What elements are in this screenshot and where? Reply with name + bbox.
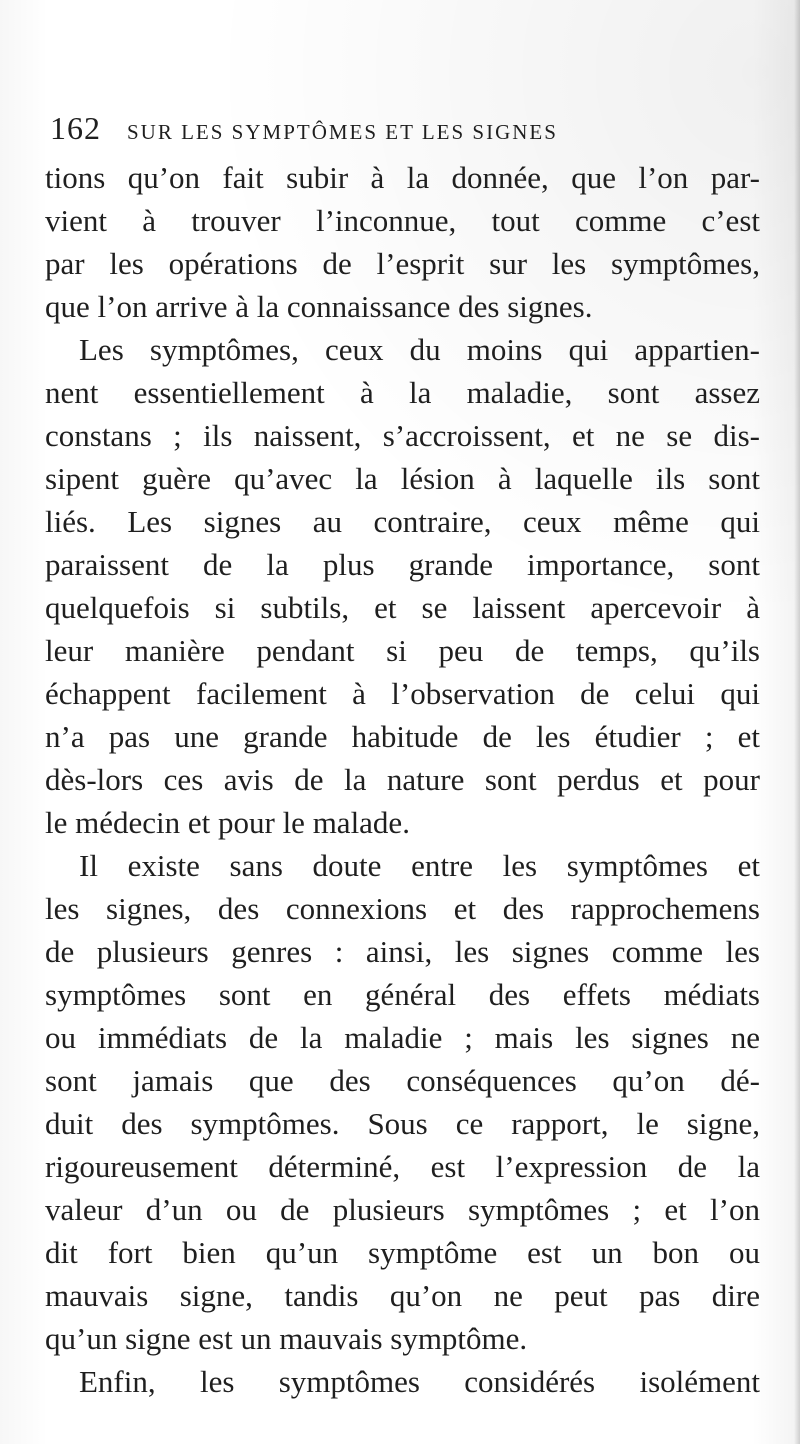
text-line: échappent facilement à l’observation de celui qui <box>45 676 760 711</box>
text-line: mauvais signe, tandis qu’on ne peut pas dire <box>45 1278 760 1313</box>
text-line: dit fort bien qu’un symptôme est un bon ou <box>45 1235 760 1270</box>
text-line: n’a pas une grande habitude de les étudier ; et <box>45 719 760 754</box>
running-head: SUR LES SYMPTÔMES ET LES SIGNES <box>127 120 558 144</box>
text-line: duit des symptômes. Sous ce rapport, le signe, <box>45 1106 760 1141</box>
text-line: vient à trouver l’inconnue, tout comme c’est <box>45 203 760 238</box>
text-line: constans ; ils naissent, s’accroissent, et ne se dis- <box>45 418 760 453</box>
text-line: de plusieurs genres : ainsi, les signes comme les <box>45 934 760 969</box>
text-line: le médecin et pour le malade. <box>45 805 410 840</box>
page-edge-shadow <box>794 0 800 1444</box>
page-number: 162 <box>50 110 101 146</box>
text-line: valeur d’un ou de plusieurs symptômes ; et l’on <box>45 1192 760 1227</box>
text-line: Il existe sans doute entre les symptômes et <box>79 848 760 883</box>
text-line: qu’un signe est un mauvais symptôme. <box>45 1321 528 1356</box>
text-line: nent essentiellement à la maladie, sont assez <box>45 375 760 410</box>
text-line: que l’on arrive à la connaissance des signes. <box>45 289 593 324</box>
text-line: rigoureusement déterminé, est l’expression de la <box>45 1149 760 1184</box>
text-line: les signes, des connexions et des rapprochemens <box>45 891 760 926</box>
text-line: Les symptômes, ceux du moins qui appartien- <box>79 332 760 367</box>
body-text <box>45 156 760 1403</box>
text-line: leur manière pendant si peu de temps, qu’ils <box>45 633 760 668</box>
text-line: sipent guère qu’avec la lésion à laquelle ils sont <box>45 461 760 496</box>
text-line: tions qu’on fait subir à la donnée, que l’on par- <box>45 160 760 195</box>
text-line: sont jamais que des conséquences qu’on dé- <box>45 1063 760 1098</box>
text-line: paraissent de la plus grande importance, sont <box>45 547 760 582</box>
text-line: Enfin, les symptômes considérés isolément <box>79 1364 760 1399</box>
text-line: par les opérations de l’esprit sur les symptômes, <box>45 246 760 281</box>
text-line: symptômes sont en général des effets médiats <box>45 977 760 1012</box>
text-line: ou immédiats de la maladie ; mais les signes ne <box>45 1020 760 1055</box>
text-line: quelquefois si subtils, et se laissent apercevoir à <box>45 590 760 625</box>
text-line: liés. Les signes au contraire, ceux même qui <box>45 504 760 539</box>
page-header <box>50 110 750 154</box>
text-line: dès-lors ces avis de la nature sont perdus et pour <box>45 762 760 797</box>
